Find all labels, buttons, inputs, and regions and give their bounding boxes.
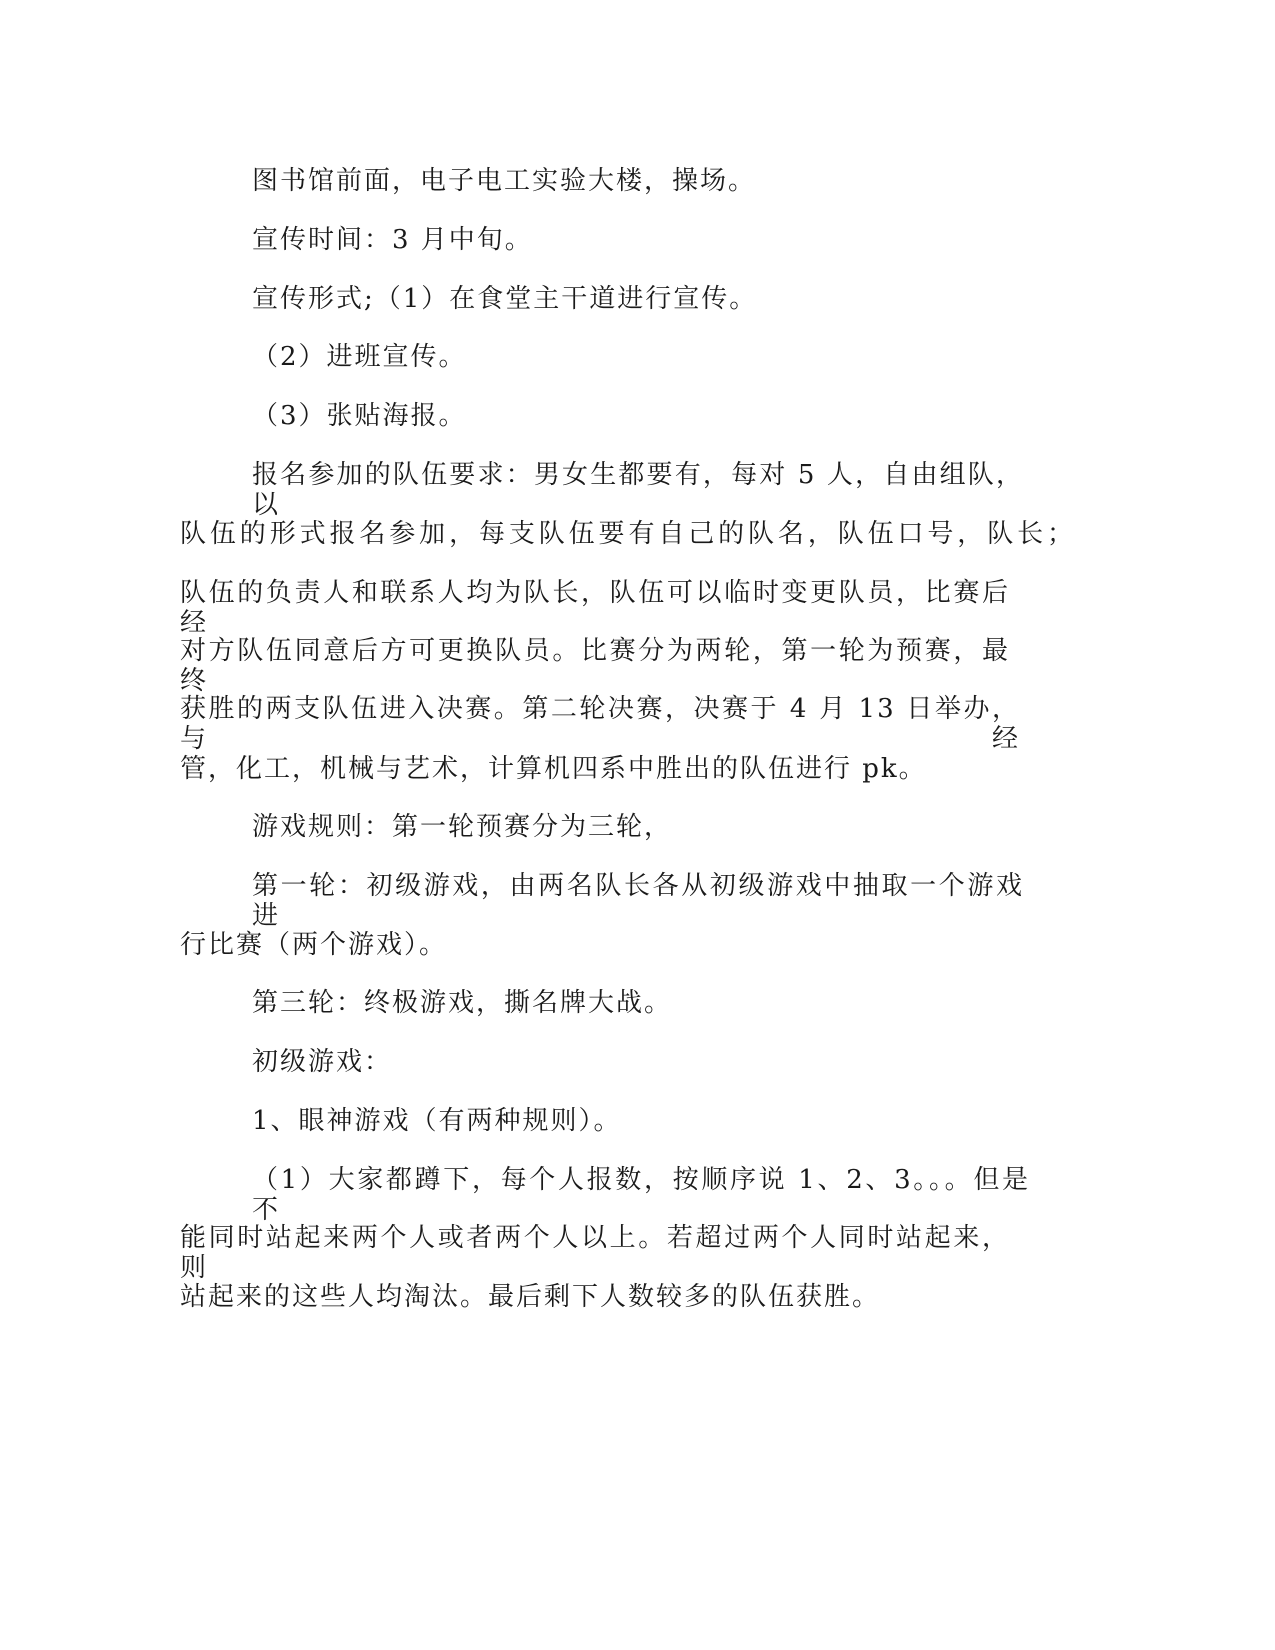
text-line: 宣传形式;（1）在食堂主干道进行宣传。 — [252, 284, 758, 314]
text-line: 队伍的形式报名参加，每支队伍要有自己的队名，队伍口号，队长； — [180, 519, 1075, 549]
text-line: 第一轮：初级游戏，由两名队长各从初级游戏中抽取一个游戏进 — [252, 871, 1024, 931]
text-line: 游戏规则：第一轮预赛分为三轮， — [252, 812, 673, 842]
text-line: 管，化工，机械与艺术，计算机四系中胜出的队伍进行 pk。 — [180, 754, 927, 784]
text-line: 获胜的两支队伍进入决赛。第二轮决赛，决赛于 4 月 13 日举办，与经 — [180, 694, 1020, 754]
text-line: 站起来的这些人均淘汰。最后剩下人数较多的队伍获胜。 — [180, 1282, 881, 1312]
text-line: （1）大家都蹲下，每个人报数，按顺序说 1、2、3。。。但是不 — [252, 1165, 1030, 1225]
text-line: 初级游戏： — [252, 1047, 393, 1077]
text-line: 报名参加的队伍要求：男女生都要有，每对 5 人，自由组队，以 — [252, 460, 1024, 520]
text-line: 队伍的负责人和联系人均为队长，队伍可以临时变更队员，比赛后经 — [180, 578, 1010, 638]
text-line: 1、眼神游戏（有两种规则）。 — [252, 1106, 622, 1136]
text-line: （2）进班宣传。 — [252, 342, 467, 372]
text-line: 能同时站起来两个人或者两个人以上。若超过两个人同时站起来，则 — [180, 1223, 1010, 1283]
text-line: 图书馆前面，电子电工实验大楼，操场。 — [252, 166, 757, 196]
text-line: （3）张贴海报。 — [252, 401, 467, 431]
text-line: 第三轮：终极游戏，撕名牌大战。 — [252, 988, 673, 1018]
text-line: 宣传时间：3 月中旬。 — [252, 225, 533, 255]
text-line: 行比赛（两个游戏）。 — [180, 930, 448, 960]
text-line: 对方队伍同意后方可更换队员。比赛分为两轮，第一轮为预赛，最终 — [180, 636, 1010, 696]
